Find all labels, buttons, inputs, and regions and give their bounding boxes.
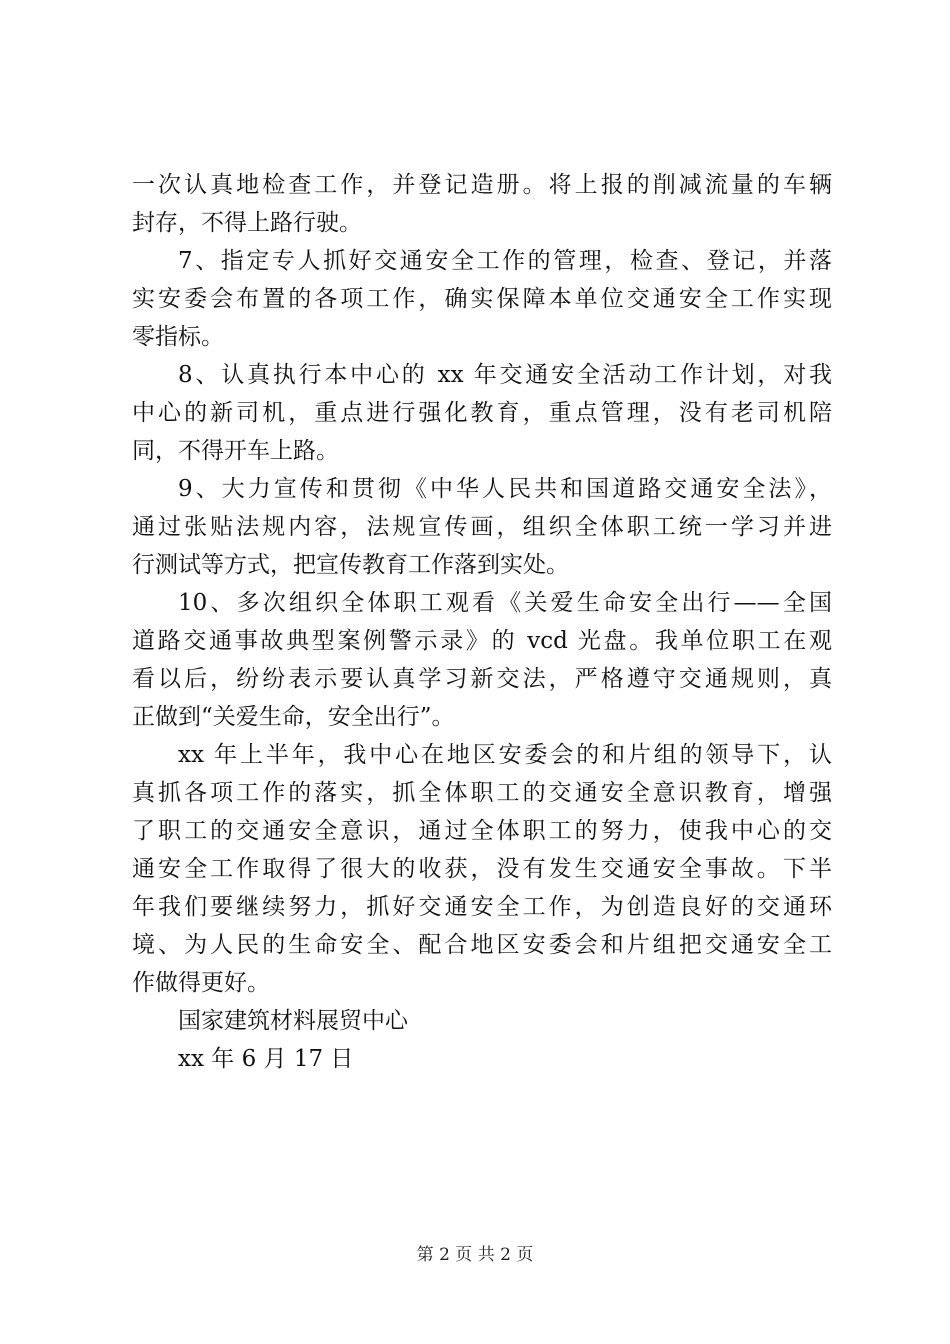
text-line: 实安委会布置的各项工作，确实保障本单位交通安全工作实现 [132, 286, 832, 312]
text-line: 8、认真执行本中心的 xx 年交通安全活动工作计划，对我 [178, 362, 832, 388]
text-line: 境、为人民的生命安全、配合地区安委会和片组把交通安全工 [132, 932, 832, 958]
text-line: 国家建筑材料展贸中心 [178, 1008, 408, 1034]
text-line: 同，不得开车上路。 [132, 438, 339, 464]
text-line: 7、指定专人抓好交通安全工作的管理，检查、登记，并落 [178, 248, 832, 274]
text-line: 通过张贴法规内容，法规宣传画，组织全体职工统一学习并进 [132, 514, 832, 540]
text-line: xx 年 6 月 17 日 [178, 1046, 354, 1072]
text-line: 中心的新司机，重点进行强化教育，重点管理，没有老司机陪 [132, 400, 832, 426]
text-line: 道路交通事故典型案例警示录》的 vcd 光盘。我单位职工在观 [132, 628, 832, 654]
text-line: 10、多次组织全体职工观看《关爱生命安全出行——全国 [178, 590, 832, 616]
text-line: 行测试等方式，把宣传教育工作落到实处。 [132, 552, 569, 578]
text-line: 封存，不得上路行驶。 [132, 210, 362, 236]
text-line: 正做到“关爱生命，安全出行”。 [132, 704, 455, 730]
text-line: 年我们要继续努力，抓好交通安全工作，为创造良好的交通环 [132, 894, 832, 920]
text-line: 看以后，纷纷表示要认真学习新交法，严格遵守交通规则，真 [132, 666, 832, 692]
text-line: 零指标。 [132, 324, 224, 350]
text-line: 一次认真地检查工作，并登记造册。将上报的削减流量的车辆 [132, 172, 832, 198]
text-line: 通安全工作取得了很大的收获，没有发生交通安全事故。下半 [132, 856, 832, 882]
page-footer: 第 2 页 共 2 页 [416, 1245, 534, 1265]
text-line: 作做得更好。 [132, 970, 270, 996]
document-body [132, 166, 832, 1078]
text-line: 了职工的交通安全意识，通过全体职工的努力，使我中心的交 [132, 818, 832, 844]
text-line: 9、大力宣传和贯彻《中华人民共和国道路交通安全法》， [178, 476, 832, 502]
text-line: xx 年上半年，我中心在地区安委会的和片组的领导下，认 [178, 742, 832, 768]
text-line: 真抓各项工作的落实，抓全体职工的交通安全意识教育，增强 [132, 780, 832, 806]
